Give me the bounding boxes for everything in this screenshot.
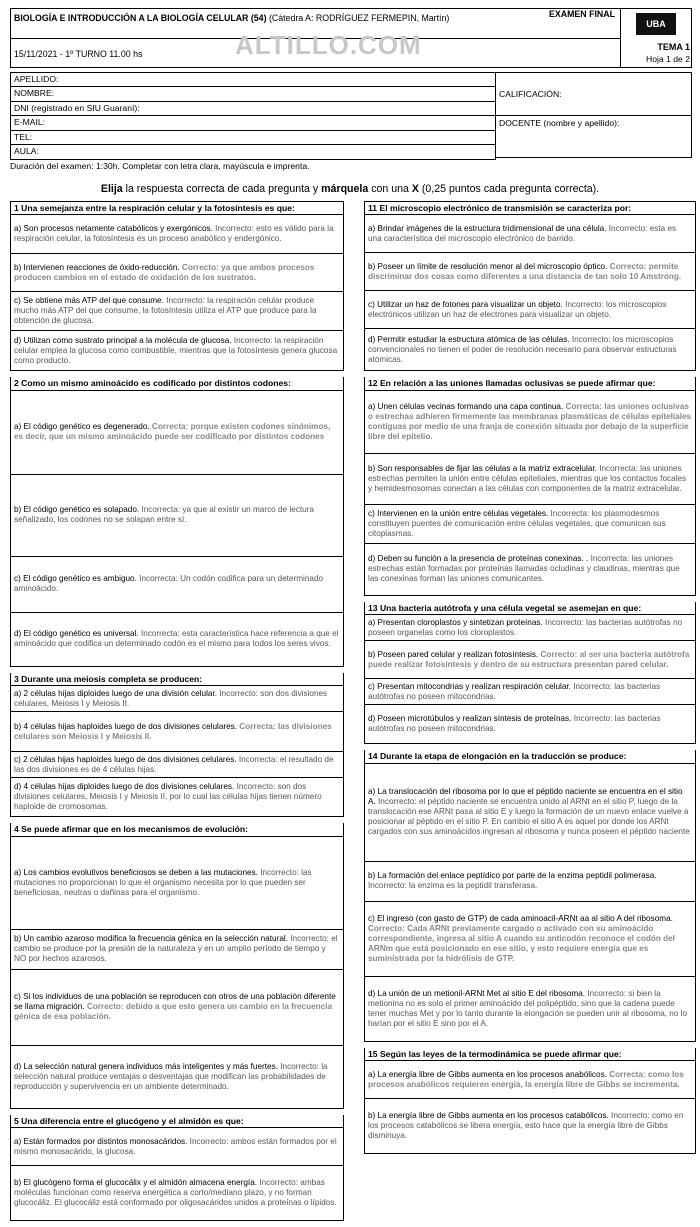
option-status: Incorrecta: [139,574,181,584]
page-indicator: Hoja 1 de 2 [646,54,690,64]
field-apellido[interactable]: APELLIDO: [11,73,495,87]
option-explanation: el resultado de las dos divisiones es de 4 células hijas. [14,754,334,774]
option-explanation: las uniones estrechas permiten la unión entre células epiteliales, mientras que los contactos focales y hemidesmosomas conectan a las células con componentes de la matriz extracelular. [368,463,687,493]
answer-option[interactable] [365,1099,695,1153]
option-status: Incorrecto: [219,688,261,698]
option-text: c) Intervienen en la unión entre células vegetales. [368,508,551,518]
answer-option[interactable] [11,930,343,970]
answer-option[interactable] [11,254,343,292]
option-explanation: si bien la metionina no es solo el primer aminoácido del polipéptido, sino que la cadena puede tener muchas Met y por lo tanto durante la elongación se pueden unir al ribosoma, no lo harían por el sitio E sino por el A. [368,988,688,1028]
option-text: a) Unen células vecinas formando una capa continua. [368,401,566,411]
answer-option[interactable] [11,712,343,752]
option-status: Incorrecto: [368,881,409,891]
question-title: 11 El microscopio electrónico de transmisión se caracteriza por: [365,202,695,215]
option-status: Incorrecta: [140,629,182,639]
option-explanation: como los procesos anabólicos requieren energía, la energía libre de Gibbs se incrementa. [368,1069,684,1089]
answer-option[interactable] [11,391,343,475]
option-text: b) Son responsables de fijar las células a la matriz extracelular. [368,463,600,473]
question-title: 12 En relación a las uniones llamadas oclusivas se puede afirmar que: [365,377,695,390]
option-text: a) Están formados por distintos monosacáridos. [14,1136,190,1146]
exam-duration: Duración del examen: 1:30h. Completar con letra clara, mayúscula e imprenta. [10,161,310,171]
option-status: Incorrecta: [590,554,632,564]
option-explanation: ambos están formados por el mismo monosacárido, la glucosa. [14,1136,337,1156]
field-email[interactable]: E-MAIL: [11,116,495,130]
option-status: Incorrecto: [259,1178,301,1188]
option-text: a) Los cambios evolutivos beneficiosos se deben a las mutaciones. [14,867,261,877]
watermark: ALTILLO.COM [235,30,422,60]
option-text: d) Permitir estudiar la estructura atómica de las células. [368,334,572,344]
docente-field[interactable]: DOCENTE (nombre y apellido): [499,118,620,128]
option-text: d) 4 células hijas diploides luego de dos divisiones celulares. [14,782,237,792]
option-explanation: las mutaciones no proporcionan lo que el organismo necesita por lo que pueden ser beneficiosas, neutras o dañinas para el organismo. [14,867,312,897]
answer-option[interactable] [365,291,695,329]
option-explanation: son dos divisiones celulares, Meiosis I y Meiosis II. [14,688,328,708]
answer-option[interactable] [11,1166,343,1220]
option-status: Correcta: [239,721,278,731]
option-explanation: esto es válido para la respiración celular, la fotosíntesis es un proceso anabólico y endergónico. [14,224,334,244]
option-status: Incorrecto: [573,714,615,724]
option-text: b) El glucógeno forma el glucocálix y el almidón almacena energía. [14,1178,260,1188]
question-title: 4 Se puede afirmar que en los mecanismos de evolución: [11,823,343,836]
answer-option[interactable] [365,862,695,902]
question-block [364,602,696,744]
option-explanation: el péptido naciente se encuentra unido al ARNt en el sitio P, luego de la translocación ese ARNt pasa al sitio E y luego la formación de un nuevo enlace vuelve a posicionar al péptido en el sitio P. En cambio el sitio A es aquel por donde los ARNt cargados con sus aminoácidos ingresan al ribosoma y nunca poseen el péptido naciente [368,797,690,837]
option-explanation: ya que ambos procesos producen cambios en el estado de oxidación de los sustratos. [14,262,315,282]
option-text: a) La energía libre de Gibbs aumenta en los procesos anabólicos. [368,1069,610,1079]
option-status: Incorrecto: [378,797,419,807]
option-text: c) Presentan mitocondrias y realizan respiración celular. [368,681,574,691]
answer-option[interactable] [11,752,343,778]
answer-option[interactable] [365,615,695,641]
option-text: c) Si los individuos de una población se reproducen con otros de una población diferente se llama migración. [14,992,336,1012]
option-status: Incorrecto: [290,934,332,944]
option-text: b) Poseer un límite de resolución menor al del microscopio óptico. [368,261,610,271]
calificacion-field[interactable]: CALIFICACIÓN: [496,73,691,116]
option-explanation: como en los procesos catabólicos se libera energía, esto hace que la energía libre de Gibbs disminuya. [368,1111,684,1141]
question-title: 13 Una bacteria autótrofa y una célula vegetal se asemejan en que: [365,602,695,615]
option-text: a) Son procesos netamente catabólicos y exergónicos. [14,224,216,234]
option-explanation: las bacterias autótrofas no poseen organelas como los cloroplastos. [368,617,683,637]
answer-option[interactable] [365,977,695,1041]
option-explanation: esta es una característica del microscopio electrónico de barrido. [368,223,677,243]
answer-option[interactable] [11,1046,343,1108]
answer-option[interactable] [365,391,695,454]
option-explanation: las divisiones celulares son Meiosis I y Meiosis II. [14,721,332,741]
option-text: c) 2 células hijas haploides luego de dos divisiones celulares. [14,754,239,764]
answer-option[interactable] [11,557,343,613]
question-block [10,377,344,666]
answer-option[interactable] [365,705,695,743]
answer-option[interactable] [11,1128,343,1166]
option-status: Incorrecto: [233,335,275,345]
option-status: Correcto: [540,649,580,659]
option-explanation: las bacterias autótrofas no poseen mitocondrias. [368,714,661,734]
option-status: Incorrecto: [280,1061,322,1071]
option-text: c) El código genético es ambiguo. [14,574,140,584]
option-status: Incorrecta: [599,463,641,473]
option-explanation: debido a que esto genera un cambio en la frecuencia génica de esa población. [14,1002,333,1022]
option-explanation: permite discriminar dos cosas como diferentes a una distancia de tan solo 10 Amstrong. [368,261,682,281]
field-aula[interactable]: AULA: [14,145,39,156]
question-block [364,377,696,595]
answer-option[interactable] [365,764,695,862]
exam-date: 15/11/2021 - 1º TURNO 11.00 hs [11,39,621,68]
option-text: c) Utilizar un haz de fotones para visualizar un objeto. [368,299,566,309]
option-explanation: la enzima es la peptidil transferasa. [408,881,538,891]
questions-right-column [364,201,696,1160]
option-status: Correcta: [565,401,605,411]
tema-label: TEMA 1 [657,42,690,52]
question-title: 1 Una semejanza entre la respiración celular y la fotosíntesis es que: [11,202,343,215]
option-explanation: ya que al existir un marco de lectura señalizado, los codones no se solapan entre sí. [14,505,314,525]
option-status: Correcto: [181,262,222,272]
option-status: Incorrecto: [260,867,302,877]
option-text: a) Presentan cloroplastos y sintetizan proteínas. [368,617,546,627]
option-explanation: ambas moléculas funcionan como reserva energética a corto/mediano plazo, y no forman glucocáliz. El glucocáliz está conformado por oligosacáridos unidos a proteínas o lípidos. [14,1178,337,1208]
answer-option[interactable] [365,215,695,253]
option-status: Correcto: [86,1002,126,1012]
answer-option[interactable] [11,215,343,254]
field-nombre[interactable]: NOMBRE: [11,87,495,101]
field-dni[interactable]: DNI (registrado en SIU Guaraní): [11,102,495,116]
uba-logo: UBA [624,11,690,39]
option-status: Correcta: [151,422,191,432]
option-explanation: los microscopios electrónicos utilizan un haz de electrones para visualizar un objeto. [368,299,667,319]
option-explanation: los microscopios convencionales no tienen el poder de resolución necesario para observar estructuras atómicas. [368,334,677,364]
option-text: a) 2 células hijas diploides luego de una división celular. [14,688,220,698]
answer-option[interactable] [11,292,343,331]
option-text: d) Poseen microtúbulos y realizan síntesis de proteínas. [368,714,574,724]
answer-option[interactable] [365,329,695,370]
option-explanation: las uniones oclusivas o estrechas adhieren firmemente las membranas plasmáticas de células epiteliales contiguas por medio de una franja de conexión situada por debajo de la superficie libre del epitelio. [368,401,692,441]
answer-option[interactable] [11,475,343,557]
option-text: b) Un cambio azaroso modifica la frecuencia génica en la selección natural. [14,934,291,944]
option-explanation: Un codón codifica para un determinado aminoácido. [14,574,324,594]
instructions: Elija la respuesta correcta de cada pregunta y márquela con una X (0,25 puntos cada pregunta correcta). [100,183,600,195]
option-status: Incorrecta: [550,508,592,518]
answer-option[interactable] [365,902,695,977]
option-text: c) El ingreso (con gasto de GTP) de cada aminoacil-ARNt aa al sitio A del ribosoma. [368,913,673,923]
option-status: Incorrecto: [166,296,208,306]
question-block [364,1048,696,1154]
option-text: a) Brindar imágenes de la estructura tridimensional de una célula. [368,223,609,233]
option-text: b) 4 células hijas haploides luego de dos divisiones celulares. [14,721,240,731]
course-title: BIOLOGÍA E INTRODUCCIÓN A LA BIOLOGÍA CELULAR (54) [14,13,267,23]
option-status: Incorrecto: [545,617,587,627]
answer-option[interactable] [365,505,695,544]
question-block [364,750,696,1041]
option-text: b) Poseen pared celular y realizan fotosíntesis. [368,649,541,659]
option-explanation: esta característica hace referencia a que el aminoácido que codifica un determinado codón es el mismo para todos los seres vivos. [14,629,339,649]
option-status: Incorrecto: [571,334,613,344]
question-block [364,201,696,371]
option-status: Incorrecto: [236,782,278,792]
option-explanation: Cada ARNt previamente cargado o activado con su aminoácido correspondiente, ingresa al sitio A cuando su anticodón reconoce el codón del ARNm que está posicionado en ese sitio, y esto requiere energía que es suministrada por la hidrólisis de GTP. [368,923,675,963]
option-explanation: la selección natural produce ventajas o desventajas que modifican las probabilidades de reproducción y supervivencia en un ambiente determinado. [14,1061,328,1091]
question-title: 3 Durante una meiosis completa se producen: [11,673,343,686]
question-title: 5 Una diferencia entre el glucógeno y el almidón es que: [11,1115,343,1128]
option-status: Incorrecto: [565,299,607,309]
option-status: Correcta: [609,1069,648,1079]
option-text: a) La translocación del ribosoma por lo que el péptido naciente se encuentra en el sitio A. [368,787,683,807]
answer-option[interactable] [365,641,695,679]
option-text: a) El código genético es degenerado. [14,422,152,432]
question-block [10,1115,344,1221]
chair-name: (Cátedra A: RODRÍGUEZ FERMEPIN, Martín) [268,13,450,23]
option-text: d) La unión de un metionil-ARNt Met al sitio E del ribosoma. [368,988,588,998]
option-status: Correcto: [609,261,649,271]
grading-box [496,72,692,158]
answer-option[interactable] [11,778,343,816]
option-text: d) El código genético es universal. [14,629,141,639]
option-explanation: las uniones estrechas están formadas por proteínas llamadas ocludinas y claudinas, mientras que las conexinas forman las uniones comunicantes. [368,554,680,584]
option-explanation: al ser una bacteria autótrofa puede realizar fotosíntesis y dentro de su estructura presentan pared celular. [368,649,690,669]
option-status: Correcto: [368,923,408,933]
option-text: d) Deben su función a la presencia de proteínas conexinas. . [368,554,591,564]
answer-option[interactable] [365,454,695,505]
option-status: Incorrecto: [573,681,615,691]
answer-option[interactable] [11,970,343,1046]
option-explanation: porque existen codones sinónimos, es decir, que un mismo aminoácido puede ser codificado por distintos codones [14,422,331,442]
question-block [10,673,344,817]
option-text: b) Intervienen reacciones de óxido-reducción. [14,262,182,272]
question-title: 2 Como un mismo aminoácido es codificado por distintos codones: [11,377,343,390]
answer-option[interactable] [365,1061,695,1099]
answer-option[interactable] [11,686,343,712]
option-text: d) La selección natural genera individuos más inteligentes y más fuertes. [14,1061,281,1071]
option-text: c) Se obtiene más ATP del que consume. [14,296,167,306]
exam-type: EXAMEN FINAL [549,9,615,19]
questions-left-column [10,201,344,1227]
option-explanation: los plasmodesmos constituyen puentes de comunicación entre células vegetales, que comunican sus citoplasmas. [368,508,666,538]
field-tel[interactable]: TEL: [11,131,495,145]
option-status: Incorrecto: [215,224,257,234]
question-title: 15 Según las leyes de la termodinámica se puede afirmar que: [365,1048,695,1061]
answer-option[interactable] [365,253,695,291]
question-block [10,201,344,371]
student-info-form [10,72,496,160]
answer-option[interactable] [11,837,343,930]
option-text: b) La formación del enlace peptídico por parte de la enzima peptidil polimerasa. [368,871,657,881]
option-status: Incorrecto: [587,988,629,998]
option-status: Incorrecta: [141,505,183,515]
question-block [10,823,344,1108]
option-explanation: la respiración celular produce mucho más ATP del que consume, la fotosíntesis utiliza el ATP que produce para la obtención de glucosa. [14,296,317,326]
option-text: d) Utilizan como sustrato principal a la molécula de glucosa. [14,335,234,345]
option-explanation: el cambio se produce por la presión de la naturaleza y en un amplio período de tiempo y NO por hechos azarosos. [14,934,338,964]
option-explanation: las bacterias autótrofas no poseen mitocondrias. [368,681,661,701]
answer-option[interactable] [11,331,343,370]
option-status: Incorrecta: [238,754,280,764]
option-text: b) El código genético es solapado. [14,505,142,515]
answer-option[interactable] [365,544,695,595]
question-title: 14 Durante la etapa de elongación en la traducción se produce: [365,750,695,763]
option-status: Incorrecto: [189,1136,231,1146]
option-text: b) La energía libre de Gibbs aumenta en los procesos catabólicos. [368,1111,612,1121]
answer-option[interactable] [11,613,343,666]
option-explanation: la respiración celular emplea la glucosa como combustible, mientras que la fotosíntesis genera glucosa como producto. [14,335,338,365]
option-status: Incorrecto: [608,223,650,233]
option-status: Incorrecto: [611,1111,653,1121]
option-explanation: son dos divisiones celulares, Meiosis I y Meiosis II, por lo cual las células hijas tienen número haploide de cromosomas. [14,782,322,812]
answer-option[interactable] [365,679,695,705]
